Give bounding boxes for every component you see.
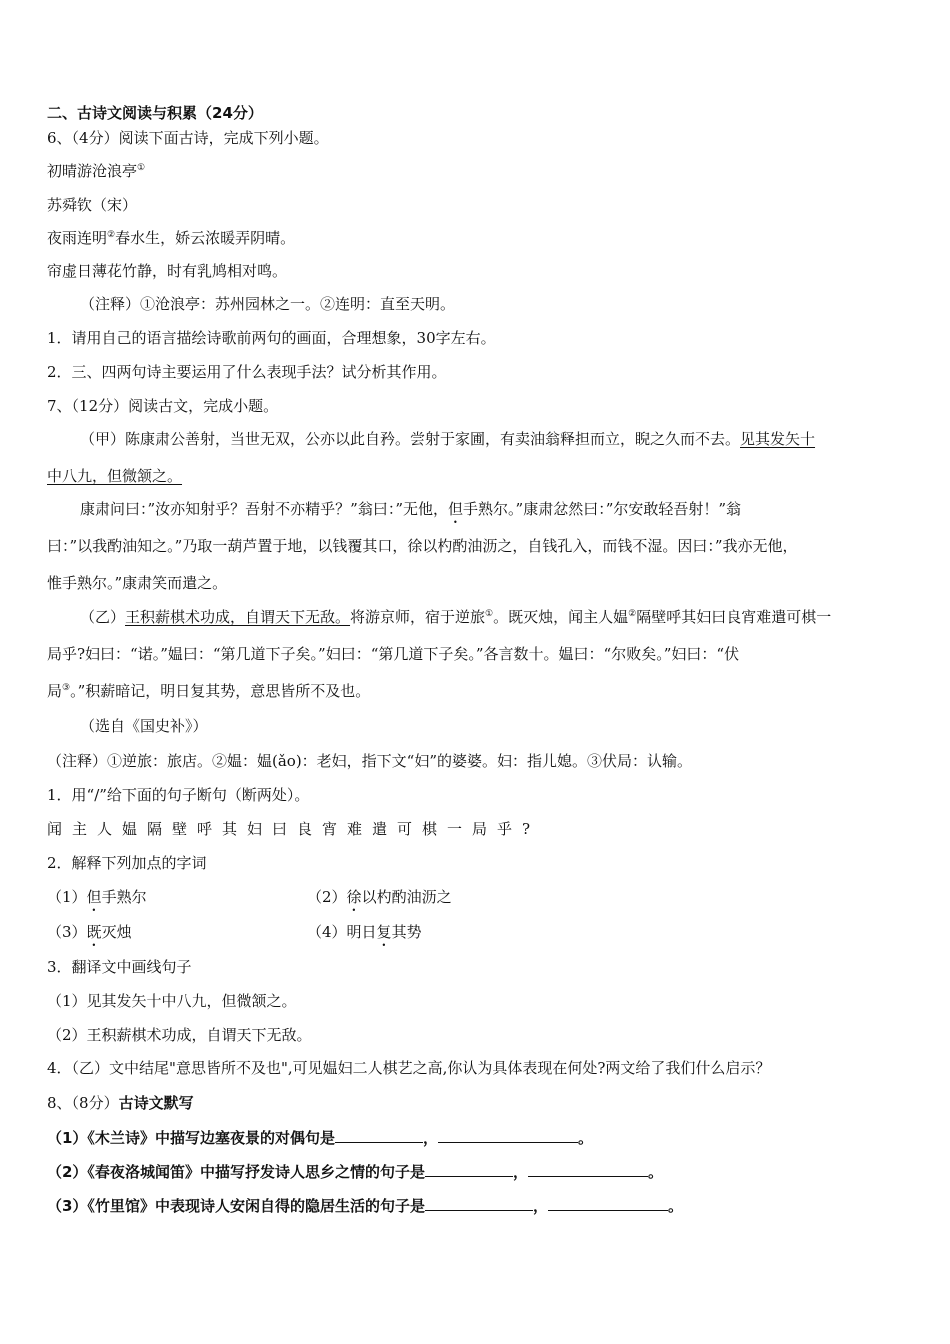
q8-line-2-text: （2）《春夜洛城闻笛》中描写抒发诗人思乡之情的句子是 [47,1163,425,1181]
q8-line-1 [47,1127,909,1148]
footnote-marker: ① [485,609,494,619]
footnote-marker: ② [628,609,637,619]
dotted-word: 既 [86,923,102,941]
q8-line-1-text: （1）《木兰诗》中描写边塞夜景的对偶句是 [47,1129,335,1147]
q8-stem [47,1093,909,1113]
q7-sub4: 4．（乙）文中结尾"意思皆所不及也",可见媪妇二人棋艺之高,你认为具体表现在何处?两文给了我们什么启示？ [47,1059,771,1077]
punct-comma: ， [422,1129,438,1147]
q7-sub2: 2．解释下列加点的字词 [47,854,207,872]
q7-stem: 7、（12分）阅读古文，完成小题。 [47,397,279,415]
yi-text-d: 隔壁呼其妇曰良宵难遣可棋一 [636,608,832,626]
yi-text-f: 局 [47,682,63,700]
jia-text: （甲）陈康肃公善射，当世无双，公亦以此自矜。尝射于家圃，有卖油翁释担而立，睨之久而不去。 [80,430,741,448]
dotted-word: 徐 [346,888,362,906]
q7-sub3-t2: （2）王积薪棋术功成，自谓天下无敌。 [47,1026,312,1044]
footnote-marker: ② [107,230,116,240]
item-num: （4）明日 [307,923,377,941]
q7-yi-line-2: 局乎?妇曰：“诺。”媪曰：“第几道下子矣。”妇曰：“第几道下子矣。”各言数十。媪曰：“尔败矣。”妇曰：“伏 [47,645,740,663]
q6-poem-line-2: 帘虚日薄花竹静，时有乳鸠相对鸣。 [47,262,288,280]
punct-comma: ， [512,1163,528,1181]
q8-line-3 [47,1195,909,1216]
section-heading: 二、古诗文阅读与积累（24分） [47,104,263,122]
q7-jia-p2-line-2: 曰：”以我酌油知之。”乃取一葫芦置于地，以钱覆其口，徐以杓酌油沥之，自钱孔入，而钱不湿。因曰：”我亦无他， [47,537,798,555]
q7-jia-p2-line-3: 惟手熟尔。”康肃笑而遣之。 [47,574,228,592]
answer-blank[interactable] [335,1127,423,1143]
yi-label: （乙） [80,608,126,626]
q7-jia-line-2 [47,466,909,486]
q8-line-3-text: （3）《竹里馆》中表现诗人安闲自得的隐居生活的句子是 [47,1197,425,1215]
poem-line-1a: 夜雨连明 [47,229,108,247]
q8-line-2 [47,1161,909,1182]
item-num: （3） [47,923,87,941]
q7-sub3: 3．翻译文中画线句子 [47,958,192,976]
word-item-4 [307,922,422,950]
q6-stem: 6、（4分）阅读下面古诗，完成下列小题。 [47,129,329,147]
q8-number: 8、（8分） [47,1094,119,1112]
q7-sub2-row-1 [47,887,909,915]
footnote-marker: ① [137,163,146,173]
footnote-marker: ③ [62,683,71,693]
item-text: 以杓酌油沥之 [361,888,452,906]
q7-sub1: 1．用“/”给下面的句子断句（断两处）。 [47,786,310,804]
q7-jia-p2-line-1 [47,499,909,527]
q6-author: 苏舜钦（宋） [47,196,138,214]
q6-poem-title [47,161,909,181]
dotted-word: 但 [86,888,102,906]
word-item-1 [47,888,147,906]
q6-sub1: 1．请用自己的语言描绘诗歌前两句的画面，合理想象，30字左右。 [47,329,496,347]
answer-blank[interactable] [425,1195,533,1211]
item-num: （1） [47,888,87,906]
answer-blank[interactable] [438,1127,578,1143]
jia-p2-text-a: 康肃问曰：”汝亦知射乎？吾射不亦精乎？”翁曰：”无他， [80,500,449,518]
q7-sub1-sentence: 闻主人媪隔壁呼其妇曰良宵难遣可棋一局乎? [47,820,541,838]
yi-text-g: 。”积薪暗记，明日复其势，意思皆所不及也。 [70,682,371,700]
word-item-2 [307,887,452,915]
underlined-sentence-part1: 见其发矢十 [740,430,816,448]
q6-poem-line-1 [47,228,909,248]
answer-blank[interactable] [528,1161,648,1177]
q7-sub2-row-2 [47,922,909,950]
answer-blank[interactable] [548,1195,668,1211]
poem-title-text: 初晴游沧浪亭 [47,162,138,180]
punct-period: 。 [577,1129,593,1147]
item-text: 其势 [391,923,422,941]
q6-notes: （注释）①沧浪亭：苏州园林之一。②连明：直至天明。 [80,295,456,313]
punct-period: 。 [667,1197,683,1215]
q6-sub2: 2．三、四两句诗主要运用了什么表现手法？试分析其作用。 [47,363,447,381]
yi-text-c: 。既灭烛，闻主人媪 [493,608,629,626]
q7-jia-line-1 [47,429,909,449]
punct-comma: ， [532,1197,548,1215]
q7-notes: （注释）①逆旅：旅店。②媪：媪(ǎo)：老妇，指下文“妇”的婆婆。妇：指儿媳。③伏局：认输。 [47,752,693,770]
poem-line-1b: 春水生，娇云浓暖弄阴晴。 [115,229,296,247]
word-item-3 [47,923,132,941]
q7-source: （选自《国史补》） [80,717,208,735]
underlined-sentence-yi: 王积薪棋术功成，自谓天下无敌。 [125,608,351,626]
q7-yi-line-3 [47,681,909,701]
dotted-word: 复 [376,923,392,941]
q8-title: 古诗文默写 [118,1094,194,1112]
q7-yi-line-1 [47,607,909,627]
q7-sub3-t1: （1）见其发矢十中八九，但微颔之。 [47,992,297,1010]
answer-blank[interactable] [425,1161,513,1177]
yi-text-b: 将游京师，宿于逆旅 [350,608,486,626]
jia-p2-text-b: 手熟尔。”康肃忿然曰：”尔安敢轻吾射！”翁 [463,500,742,518]
underlined-sentence-part2: 中八九，但微颔之。 [47,467,183,485]
punct-period: 。 [647,1163,663,1181]
dotted-word: 但 [448,500,464,518]
item-text: 灭烛 [101,923,132,941]
item-num: （2） [307,888,347,906]
item-text: 手熟尔 [101,888,147,906]
